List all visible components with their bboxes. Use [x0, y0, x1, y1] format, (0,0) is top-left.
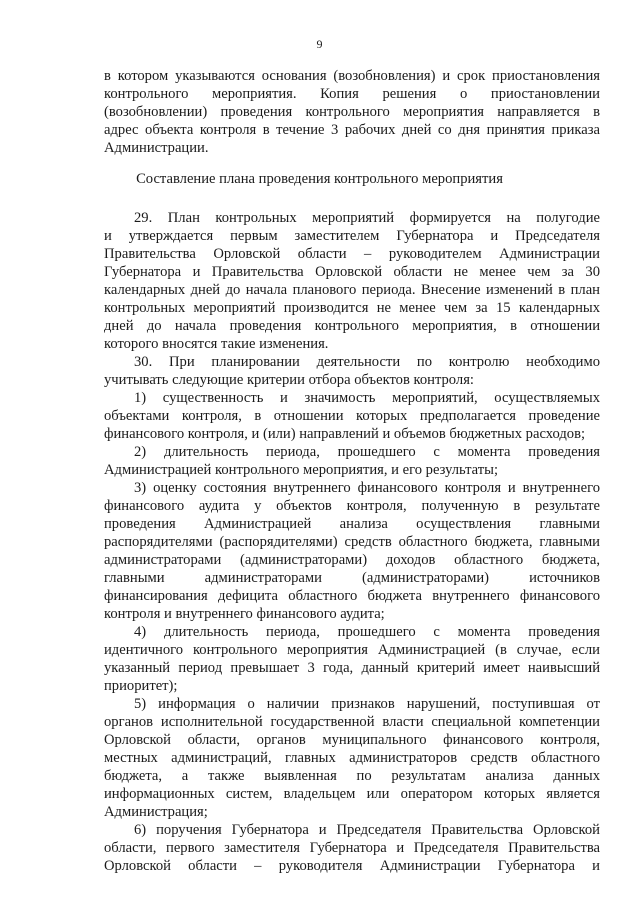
- text-line: информационных систем, владельцем или оператором которых является: [104, 786, 600, 802]
- text-line: администраторами (администраторами) доходов областного бюджета,: [104, 552, 600, 568]
- text-line: Орловской области – руководителя Администрации Губернатора и: [104, 858, 600, 874]
- paragraph-30-first-line: 30. При планировании деятельности по контролю необходимо: [134, 354, 600, 370]
- text-line: контрольных мероприятий производится не менее чем за 15 календарных: [104, 300, 600, 316]
- text-line: Правительства Орловской области – руководителем Администрации: [104, 246, 600, 262]
- text-line: дней до начала проведения контрольного мероприятия, в отношении: [104, 318, 600, 334]
- text-line: проведения Администрацией анализа осуществления главными: [104, 516, 600, 532]
- text-line: приоритет);: [104, 678, 178, 694]
- text-line: бюджета, а также выявленная по результатам анализа данных: [104, 768, 600, 784]
- criterion-2-first-line: 2) длительность периода, прошедшего с момента проведения: [134, 444, 600, 460]
- text-line: финансового контроля, и (или) направлений и объемов бюджетных расходов;: [104, 426, 586, 442]
- text-line: Администрацией контрольного мероприятия, и его результаты;: [104, 462, 498, 478]
- text-line: Губернатора и Правительства Орловской области не менее чем за 30: [104, 264, 600, 280]
- criterion-5-first-line: 5) информация о наличии признаков нарушений, поступившая от: [134, 696, 600, 712]
- paragraph-29-first-line: 29. План контрольных мероприятий формируется на полугодие: [134, 210, 600, 226]
- criterion-1-first-line: 1) существенность и значимость мероприятий, осуществляемых: [134, 390, 600, 406]
- text-line: (возобновлении) проведения контрольного мероприятия направляется в: [104, 104, 600, 120]
- text-line: распорядителями (распорядителями) средств областного бюджета, главными: [104, 534, 600, 550]
- text-line: Администрации.: [104, 140, 209, 156]
- text-line: Администрация;: [104, 804, 208, 820]
- text-line: объектами контроля, в отношении которых предполагается проведение: [104, 408, 600, 424]
- text-line: финансирования дефицита областного бюджета внутреннего финансового: [104, 588, 600, 604]
- text-line: учитывать следующие критерии отбора объектов контроля:: [104, 372, 474, 388]
- text-line: которого вносятся такие изменения.: [104, 336, 329, 352]
- criterion-3-first-line: 3) оценку состояния внутреннего финансового контроля и внутреннего: [134, 480, 600, 496]
- text-line: финансового аудита у объектов контроля, полученную в результате: [104, 498, 600, 514]
- text-line: области, первого заместителя Губернатора и Председателя Правительства: [104, 840, 600, 856]
- text-line: указанный период превышает 3 года, данный критерий имеет наивысший: [104, 660, 600, 676]
- text-line: идентичного контрольного мероприятия Администрацией (в случае, если: [104, 642, 600, 658]
- section-heading: Составление плана проведения контрольного мероприятия: [136, 171, 503, 187]
- text-line: в котором указываются основания (возобновления) и срок приостановления: [104, 68, 600, 84]
- text-line: контрольного мероприятия. Копия решения о приостановлении: [104, 86, 600, 102]
- text-line: местных администраций, главных администраторов средств областного: [104, 750, 600, 766]
- criterion-4-first-line: 4) длительность периода, прошедшего с момента проведения: [134, 624, 600, 640]
- page-number: 9: [316, 37, 323, 51]
- text-line: календарных дней до начала планового периода. Внесение изменений в план: [104, 282, 600, 298]
- text-line: адрес объекта контроля в течение 3 рабочих дней со дня принятия приказа: [104, 122, 600, 138]
- text-line: главными администраторами (администраторами) источников: [104, 570, 600, 586]
- text-line: контроля и внутреннего финансового аудита;: [104, 606, 385, 622]
- text-line: органов исполнительной государственной власти специальной компетенции: [104, 714, 600, 730]
- text-line: и утверждается первым заместителем Губернатора и Председателя: [104, 228, 600, 244]
- criterion-6-first-line: 6) поручения Губернатора и Председателя Правительства Орловской: [134, 822, 600, 838]
- text-line: Орловской области, органов муниципального финансового контроля,: [104, 732, 600, 748]
